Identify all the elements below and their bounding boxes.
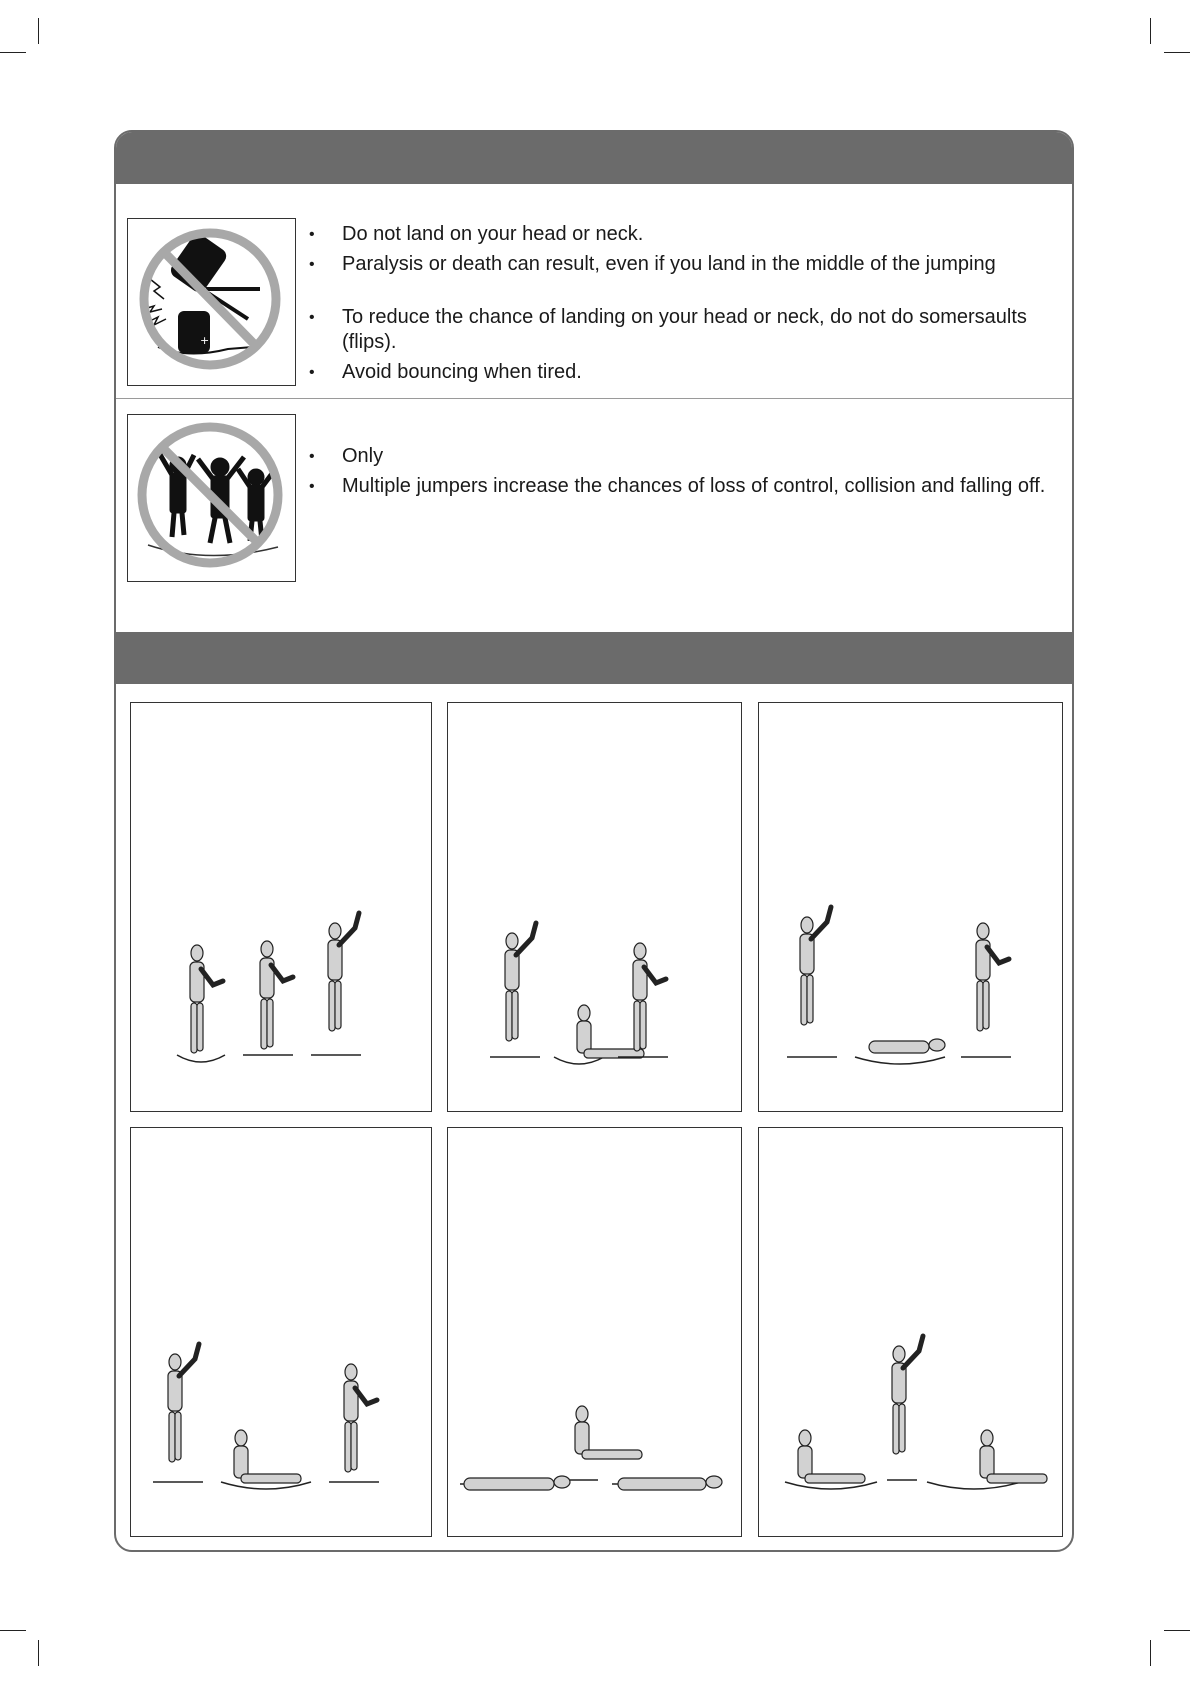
mannequin-figure: [190, 945, 223, 1053]
crop-mark-bottom-left-h: [0, 1630, 26, 1631]
crop-mark-top-left-h: [0, 52, 26, 53]
figure-front-drop-icon: [447, 1127, 742, 1537]
crop-mark-bottom-right-h: [1164, 1630, 1190, 1631]
mannequin-figure: [260, 941, 293, 1049]
safety-panel: [114, 130, 1074, 1552]
crop-mark-top-left-v: [38, 18, 39, 44]
crop-mark-top-right-h: [1164, 52, 1190, 53]
bullet-item: • Only: [306, 444, 1066, 469]
mannequin-figure: [505, 923, 536, 1041]
no-multiple-jumpers-icon: [127, 414, 296, 582]
mannequin-figure: [800, 907, 831, 1025]
mannequin-figure: [633, 943, 666, 1051]
bullet-item: • Paralysis or death can result, even if you land in the middle of the jumping: [306, 252, 1066, 277]
trampoline-surface: [855, 1057, 945, 1064]
section-header-band: [116, 632, 1072, 684]
crop-mark-top-right-v: [1150, 18, 1151, 44]
mannequin-figure: [168, 1344, 199, 1462]
mannequin-figure: [892, 1336, 923, 1454]
row-divider: [116, 398, 1072, 399]
mannequin-figure: [976, 923, 1009, 1031]
no-head-landing-icon: [127, 218, 296, 386]
mannequin-figure: [575, 1406, 642, 1459]
mannequin-figure: [618, 1476, 722, 1490]
mannequin-figure: [980, 1430, 1047, 1483]
figure-bounce-sequence-icon: [130, 702, 432, 1112]
bullet-item: • To reduce the chance of landing on your head or neck, do not do somersaults (flips).: [306, 305, 1066, 355]
crop-mark-bottom-right-v: [1150, 1640, 1151, 1666]
figure-seat-to-seat-icon: [758, 1127, 1063, 1537]
mannequin-figure: [798, 1430, 865, 1483]
section-header-band: [116, 132, 1072, 184]
row2-bullet-list: [306, 444, 1066, 504]
mannequin-figure: [328, 913, 359, 1031]
mannequin-figure: [234, 1430, 301, 1483]
svg-text:+: +: [200, 334, 210, 347]
figure-knee-drop-icon: [447, 702, 742, 1112]
figure-seat-drop-icon: [130, 1127, 432, 1537]
mannequin-figure: [344, 1364, 377, 1472]
bullet-item: • Multiple jumpers increase the chances of loss of control, collision and falling off.: [306, 474, 1066, 499]
bullet-item: • Do not land on your head or neck.: [306, 222, 1066, 247]
mannequin-figure: [869, 1039, 945, 1053]
figure-hands-and-knees-drop-icon: [758, 702, 1063, 1112]
mannequin-figure: [464, 1476, 570, 1490]
bullet-item: • Avoid bouncing when tired.: [306, 360, 1066, 385]
crop-mark-bottom-left-v: [38, 1640, 39, 1666]
row1-bullet-list: [306, 222, 1066, 390]
trampoline-surface: [177, 1055, 225, 1062]
